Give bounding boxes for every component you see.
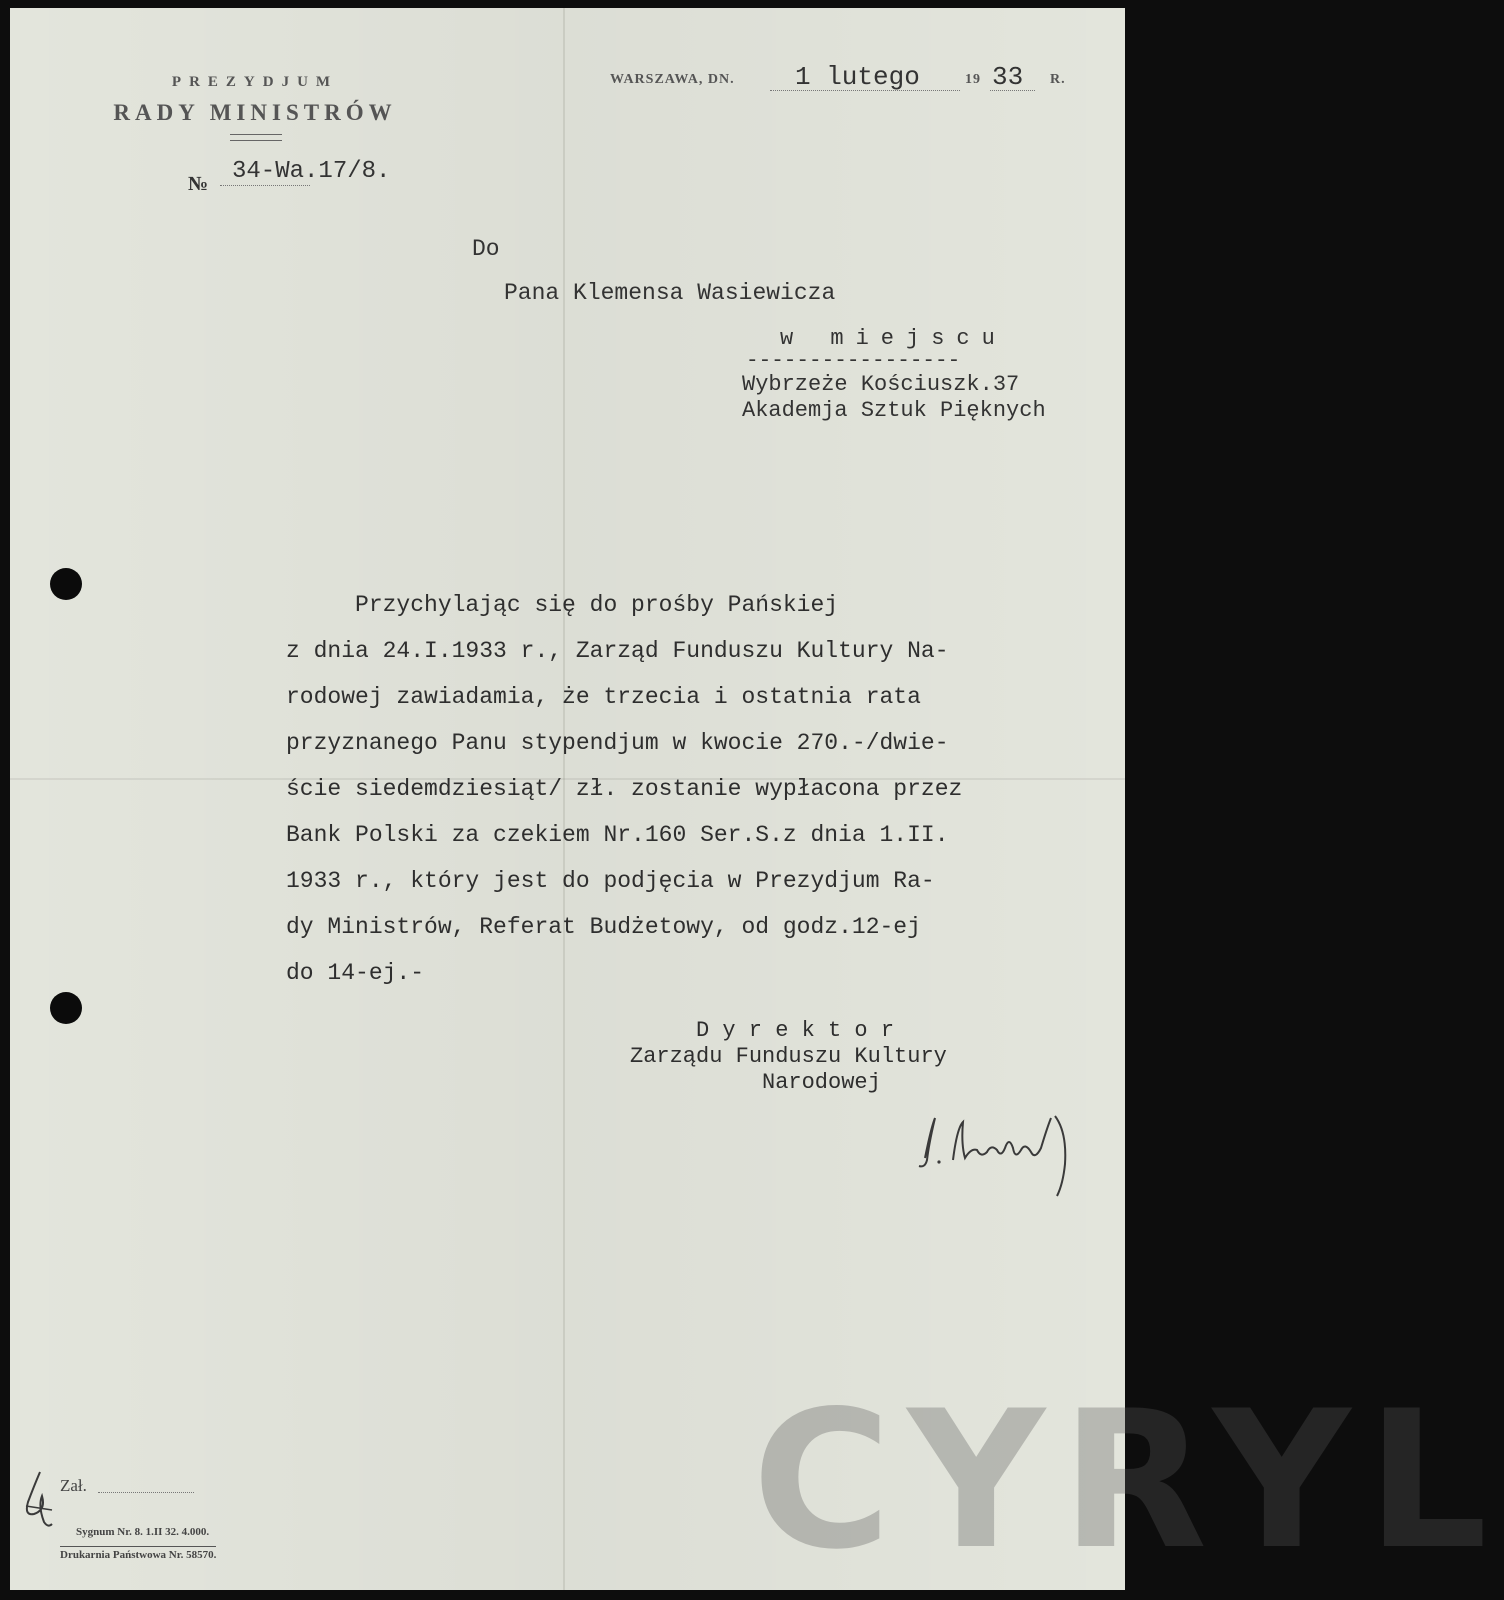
letterhead-rule	[230, 134, 282, 141]
recipient-separator: -----------------	[746, 350, 961, 373]
body-line: rodowej zawiadamia, że trzecia i ostatnia rata	[286, 684, 921, 710]
handwritten-signature	[905, 1088, 1095, 1208]
salutation: Do	[472, 236, 500, 262]
address-line2: Akademja Sztuk Pięknych	[742, 398, 1046, 423]
sygnum-text: Sygnum Nr. 8. 1.II 32. 4.000.	[76, 1526, 210, 1538]
letterhead-line1: PREZYDJUM	[171, 74, 339, 90]
recipient-name: Pana Klemensa Wasiewicza	[504, 280, 836, 306]
body-line: 1933 r., który jest do podjęcia w Prezydjum Ra-	[286, 868, 935, 894]
date-century: 19	[965, 72, 981, 87]
date-dotted-line	[770, 90, 960, 91]
signature-org-line1: Zarządu Funduszu Kultury	[630, 1044, 947, 1069]
reference-prefix: №	[188, 173, 209, 195]
attachments-dotted-line	[98, 1492, 194, 1493]
date-city-label: WARSZAWA, DN.	[610, 72, 735, 87]
reference-dotted-line	[220, 185, 310, 186]
body-line: Bank Polski za czekiem Nr.160 Ser.S.z dnia 1.II.	[286, 822, 949, 848]
body-line: Przychylając się do prośby Pańskiej	[286, 592, 839, 618]
body-line: dy Ministrów, Referat Budżetowy, od godz.12-ej	[286, 914, 921, 940]
attachments-label: Zał.	[60, 1476, 87, 1495]
date-suffix: R.	[1050, 72, 1066, 87]
signature-org-line2: Narodowej	[762, 1070, 881, 1095]
watermark-logo: CYRYL	[752, 1370, 1504, 1591]
body-line: do 14-ej.-	[286, 960, 425, 986]
address-line1: Wybrzeże Kościuszk.37	[742, 372, 1020, 397]
date-year-suffix: 33	[992, 62, 1024, 92]
punch-hole-bottom	[50, 992, 82, 1024]
date-day-month: 1 lutego	[795, 62, 920, 92]
handwritten-mark	[20, 1466, 56, 1536]
signature-title: D y r e k t o r	[696, 1018, 895, 1043]
letterhead-line2: RADY MINISTRÓW	[113, 100, 397, 125]
body-line: z dnia 24.I.1933 r., Zarząd Funduszu Kultury Na-	[286, 638, 949, 664]
punch-hole-top	[50, 568, 82, 600]
recipient-place: w miejscu	[780, 326, 1007, 351]
body-line: przyznanego Panu stypendjum w kwocie 270.-/dwie-	[286, 730, 949, 756]
reference-number: 34-Wa.17/8.	[232, 158, 391, 185]
body-line: ście siedemdziesiąt/ zł. zostanie wypłacona przez	[286, 776, 963, 802]
document-page	[10, 8, 1504, 1591]
date-year-dotted	[990, 90, 1035, 91]
printer-text: Drukarnia Państwowa Nr. 58570.	[60, 1546, 216, 1561]
